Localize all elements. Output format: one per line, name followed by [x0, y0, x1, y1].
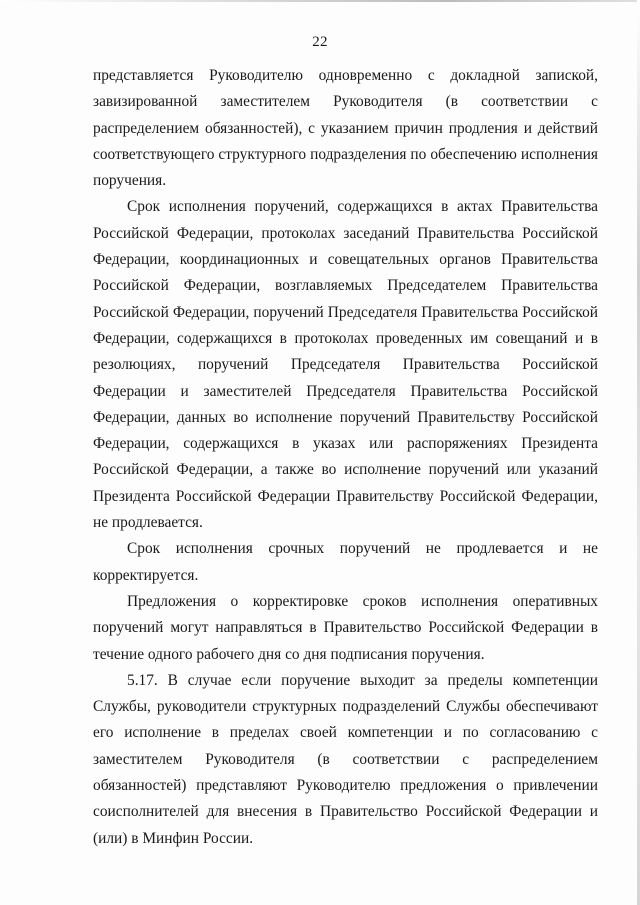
- scan-top-edge: [0, 0, 640, 2]
- paragraph-deadline-not-extended: Срок исполнения поручений, содержащихся в актах Правительства Российской Федерации, протоколах заседаний Правительства Российской Федерации, координационных и совещательных органов Правительства Российской Федерации, возглавляемых Председателем Правительства Российской Федерации, поручений Председателя Правительства Российской Федерации, содержащихся в протоколах проведенных им совещаний и в резолюциях, поручений Председателя Правительства Российской Федерации и заместителей Председателя Правительства Российской Федерации, данных во исполнение поручений Правительству Российской Федерации, содержащихся в указах или распоряжениях Президента Российской Федерации, а также во исполнение поручений или указаний Президента Российской Федерации Правительству Российской Федерации, не продлевается.: [93, 198, 598, 532]
- page-number: 22: [312, 34, 328, 50]
- paragraph-urgent-orders: Срок исполнения срочных поручений не продлевается и не корректируется.: [93, 540, 598, 584]
- body-text: [93, 63, 598, 852]
- paragraph-continuation: представляется Руководителю одновременно с докладной запиской, завизированной заместителем Руководителя (в соответствии с распределением обязанностей), с указанием причин продления и действий соответствующего структурного подразделения по обеспечению исполнения поручения.: [93, 67, 598, 190]
- paragraph-operational-orders: Предложения о корректировке сроков исполнения оперативных поручений могут направляться в Правительство Российской Федерации в течение одного рабочего дня со дня подписания поручения.: [93, 592, 598, 663]
- paragraph-section-5-17: 5.17. В случае если поручение выходит за пределы компетенции Службы, руководители структурных подразделений Службы обеспечивают его исполнение в пределах своей компетенции и по согласованию с заместителем Руководителя (в соответствии с распределением обязанностей) представляют Руководителю предложения о привлечении соисполнителей для внесения в Правительство Российской Федерации и (или) в Минфин России.: [93, 671, 598, 847]
